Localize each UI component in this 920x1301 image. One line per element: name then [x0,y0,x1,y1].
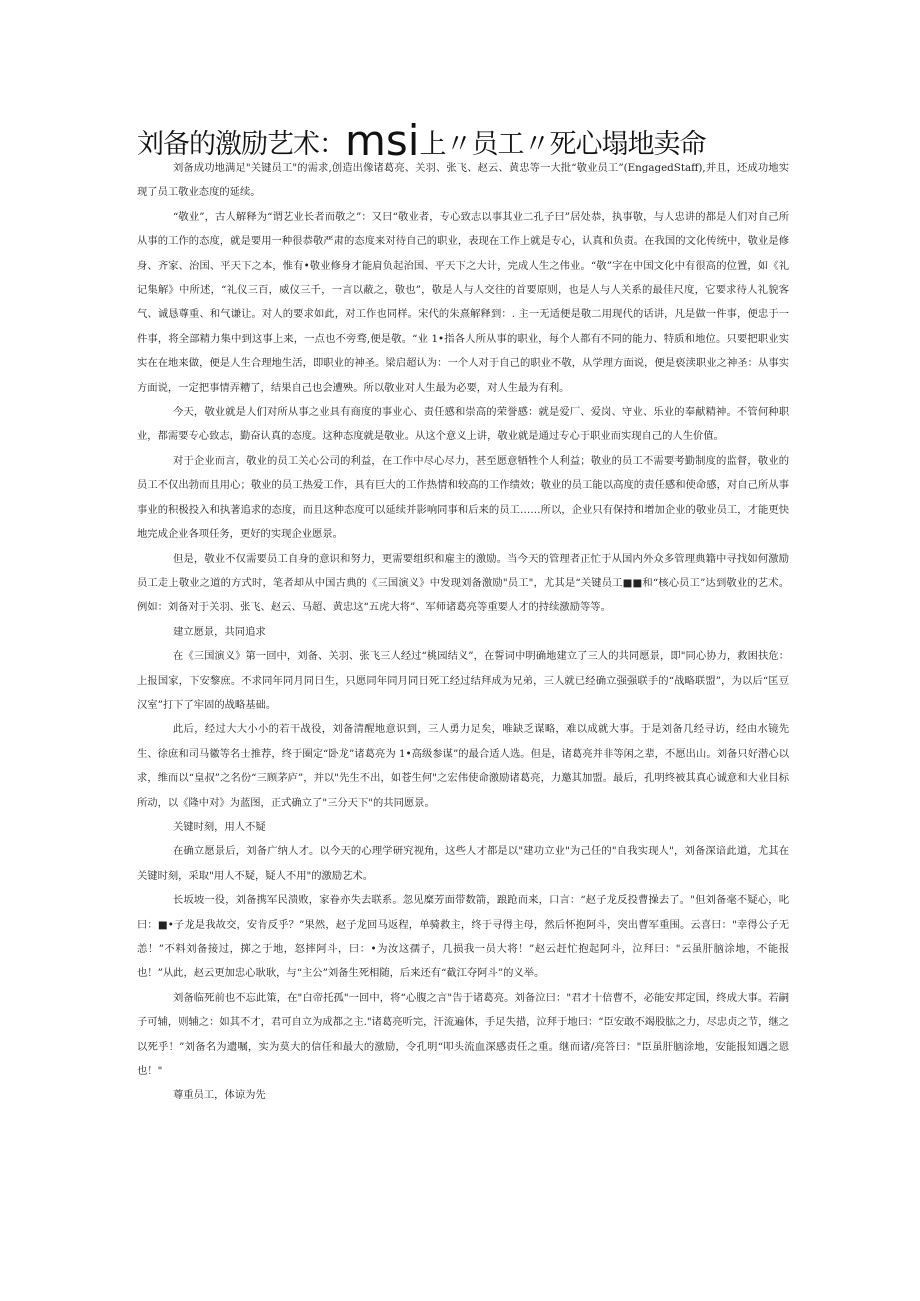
paragraph-enterprise: 对于企业而言，敬业的员工关心公司的利益，在工作中尽心尽力，甚至愿意牺牲个人利益；敬业的员工不需要考勤制度的监督，敬业的员工不仅出勃而且用心；敬业的员工热爱工作，具有巨大的工作热情和较高的工作绩效；敬业的员工能以高度的责任感和使命感，对自己所从事事业的积极投入和执著追求的态度，而且这种态度可以延续并影响同事和后来的员工……所以，企业只有保持和增加企业的敬业员工，才能更快地完成企业各项任务，更好的实现企业愿景。 [137,454,789,541]
paragraph-talent: 在确立愿景后，刘备广纳人才。以今天的心理学研究视角，这些人才都是以"建功立业"为己任的"自我实现人"，刘备深谙此道，尤其在关键时刻，采取"用人不疑，疑人不用"的激励艺术。 [137,845,789,882]
document-body [137,156,789,1108]
paragraph-baidi: 刘备临死前也不忘此策，在"白帝托孤"一回中，将“心腹之言"告于诸葛亮。刘备泣曰："君才十倍曹不，必能安邦定国，终成大事。若嗣子可辅，则辅之：如其不才，君可自立为成都之主."诸葛亮听完，汗流遍体，手足失措，泣拜于地曰：“臣安敢不竭股肱之力，尽忠贞之节，继之以死乎！”刘备名为遗嘱，实为莫大的信任和最大的激励，令孔明“叩头流血深感责任之重。继而诸/亮答曰："臣虽肝脑涂地，安能报知遇之恩也！" [137,991,789,1078]
paragraph-motivation: 但是，敬业不仅需要员工自身的意识和努力，更需要组织和雇主的激励。当今天的管理者正忙于从国内外众多管理典籍中寻找如何激励员工走上敬业之道的方式时，笔者却从中国古典的《三国演义》中发现刘备激励"员工"，尤其是“关键员工■■和“核心员工”达到敬业的艺术。例如：刘备对于关羽、张飞、赵云、马超、黄忠这“五虎大将”、军师诸葛亮等重要人才的持续激励等等。 [137,552,789,614]
title-part-1: 刘备的激励艺术： [137,129,345,160]
paragraph-jingye-definition: “敬业”，古人解释为“谓艺业长者而敬之”：又曰“敬业者，专心致志以事其业二孔子曰”居处恭，执事敬，与人忠讲的都是人们对自己所从事的工作的态度，就是要用一种很恭敬严肃的态度来对待自己的职业，表现在工作上就是专心，认真和负责。在我国的文化传统中，敬业是修身、齐家、治国、平天下之本，惟有•敬业修身才能肩负起治国、平天下之大计，完成人生之伟业。“敬”字在中国文化中有很高的位置，如《礼记集解》中所述，“礼仪三百，威仪三千，一言以蔽之，敬也”，敬是人与人交往的首要原则，也是人与人关系的最佳尺度，它要求待人礼貌客气、诚恳尊重、和气谦让。对人的要求如此，对工作也同样。宋代的朱熹解释到：. 主一无适便是敬二用现代的话讲，凡是做一件事，便忠于一件事，将全部精力集中到这事上来，一点也不旁骛,便是敬。“业 1•指各人所从事的职业，每个人都有不同的能力、特质和地位。只要把职业实实在在地来做，便是人生合理地生活，即职业的神圣。梁启超认为：一个人对于自己的职业不敬，从学理方面说，便是亵渎职业之神圣：从事实方面说，一定把事情弄糟了，结果自己也会遭殃。所以敬业对人生最为必要，对人生最为有利。 [137,210,789,394]
paragraph-changban: 长坂坡一役，刘备携军民溃败，家眷亦失去联系。忽见糜芳面带数箭，踉跄而来，口言：“赵子龙反投曹操去了。"但刘备毫不疑心，叱曰：■•子龙是我故交，安肯反乎？”果然，赵子龙回马返程，单骑救主，终于寻得主母，然后怀抱阿斗，突出曹军重围。云喜曰："幸得公子无恙！”不料刘备接过，掷之于地，怒摔阿斗，曰：•为汝这孺子，几损我一员大将！”赵云赶忙抱起阿斗，泣拜曰："云虽肝脑涂地，不能报也！”从此，赵云更加忠心耿耿，与“主公”刘备生死相随，后来还有“截江夺阿斗”的义举。 [137,894,789,980]
section-heading-vision: 建立愿景，共同追求 [173,625,266,638]
title-part-2: msi [345,116,420,165]
paragraph-intro: 刘备成功地满足"关键员工"的需求,创造出像诸葛亮、关羽、张飞、赵云、黄忠等一大批“敬业员工”(EngagedStaff),并且，还成功地实现了员工敬业态度的延续。 [137,162,789,199]
paragraph-jingye-today: 今天，敬业就是人们对所从事之业具有商度的事业心、责任感和崇高的荣誉感：就是爱厂、爱岗、守业、乐业的奉献精神。不管何种职业，都需要专心致志，勤奋认真的态度。这种态度就是敬业。从这个意义上讲，敬业就是通过专心于职业而实现自己的人生价值。 [137,406,789,443]
paragraph-peach-garden: 在《三国演义》第一回中，刘备、关羽、张飞三人经过“桃园结义”，在誓词中明确地建立了三人的共同愿景，即"同心协力，救困扶危：上报国家，下安黎庶。不求同年同月同日生，只愿同年同月同日死工经过结拜成为兄弟，三人就已经确立强强联手的“战略联盟”，为以后“匡豆汉室”打下了牢固的战略基础。 [137,650,789,711]
section-heading-respect: 尊重员工，体谅为先 [173,1089,266,1102]
section-heading-trust: 关键时刻，用人不疑 [173,820,266,833]
title-part-3: 上〃员工〃死心塌地卖命 [419,129,706,160]
paragraph-zhuge-liang: 此后，经过大大小小的若干战役，刘备清醒地意识到，三人勇力足矣，唯缺乏谋略，难以成就大事。于是刘备几经寻访，经由水镜先生、徐庶和司马徽等名士推荐，终于圈定“卧龙”诸葛亮为 1•高级参谋”的最合适人选。但是，诸葛亮并非等闲之辈，不愿出山。刘备只好潜心以求，维而以“皇叔”之名份“三顾茅庐”，并以"先生不出，如苍生何"之宏伟使命激励诸葛亮，力邀其加盟。最后，孔明终被其真心诚意和大业目标所动，以《隆中对》为蓝图，正式确立了"三分天下"的共同愿景。 [137,723,789,809]
